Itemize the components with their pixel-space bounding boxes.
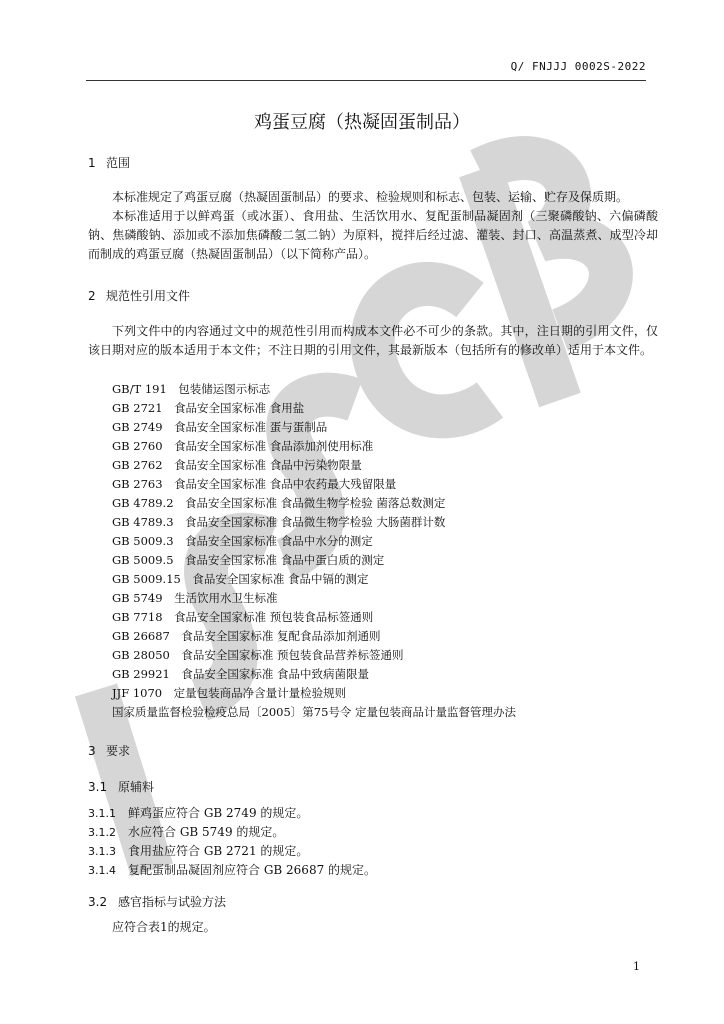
reference-code: JJF 1070 (112, 686, 163, 700)
reference-title: 食品安全国家标准 食品中致病菌限量 (181, 667, 370, 681)
requirement-text: 鲜鸡蛋应符合 GB 2749 的规定。 (128, 806, 309, 820)
reference-item (112, 627, 516, 646)
reference-title: 食品安全国家标准 食品中农药最大残留限量 (174, 477, 397, 491)
reference-code: GB 2760 (112, 439, 163, 453)
reference-item (112, 418, 516, 437)
reference-code: GB/T 191 (112, 382, 167, 396)
reference-title: 食品安全国家标准 预包装食品标签通则 (174, 610, 374, 624)
requirement-text: 复配蛋制品凝固剂应符合 GB 26687 的规定。 (128, 863, 377, 877)
reference-title: 食品安全国家标准 蛋与蛋制品 (174, 420, 328, 434)
reference-item (112, 608, 516, 627)
reference-title: 食品安全国家标准 食品中水分的测定 (185, 534, 373, 548)
reference-code: GB 4789.3 (112, 515, 174, 529)
reference-code: GB 5009.3 (112, 534, 174, 548)
reference-item (112, 570, 516, 589)
reference-title: 食品安全国家标准 食品中污染物限量 (174, 458, 362, 472)
reference-item (112, 437, 516, 456)
reference-title: 食品安全国家标准 食品中镉的测定 (192, 572, 369, 586)
reference-item (112, 684, 516, 703)
reference-code: GB 5749 (112, 591, 163, 605)
reference-title: 包装储运图示标志 (178, 382, 271, 396)
reference-code: GB 29921 (112, 667, 170, 681)
reference-title: 食品安全国家标准 食品微生物学检验 大肠菌群计数 (185, 515, 446, 529)
reference-title: 生活饮用水卫生标准 (174, 591, 278, 605)
page-number: 1 (633, 960, 640, 973)
requirement-item (88, 823, 376, 842)
reference-code: GB 2721 (112, 401, 163, 415)
header-rule (86, 80, 646, 81)
document-code: Q/ FNJJJ 0002S-2022 (510, 60, 646, 73)
reference-item (112, 703, 516, 722)
section-3-2-paragraph: 应符合表1的规定。 (112, 920, 216, 934)
reference-item (112, 646, 516, 665)
reference-code: GB 2762 (112, 458, 163, 472)
reference-title: 食品安全国家标准 预包装食品营养标签通则 (181, 648, 404, 662)
section-1-heading: 1 范围 (88, 156, 131, 170)
reference-code: GB 4789.2 (112, 496, 174, 510)
reference-title: 食品安全国家标准 食用盐 (174, 401, 305, 415)
requirement-item (88, 861, 376, 880)
reference-code: GB 2763 (112, 477, 163, 491)
requirement-text: 水应符合 GB 5749 的规定。 (128, 825, 285, 839)
reference-title: 食品安全国家标准 食品微生物学检验 菌落总数测定 (185, 496, 446, 510)
reference-item (112, 665, 516, 684)
reference-title: 食品安全国家标准 食品添加剂使用标准 (174, 439, 374, 453)
reference-code: GB 5009.15 (112, 572, 181, 586)
section-3-heading: 3 要求 (88, 744, 131, 758)
reference-item (112, 494, 516, 513)
reference-code: GB 26687 (112, 629, 170, 643)
section-3-2-heading: 3.2 感官指标与试验方法 (88, 895, 227, 909)
section-2-paragraph: 下列文件中的内容通过文中的规范性引用而构成本文件必不可少的条款。其中，注日期的引用文件，仅该日期对应的版本适用于本文件；不注日期的引用文件，其最新版本（包括所有的修改单）适用于本文件。 (88, 324, 658, 357)
requirement-item (88, 804, 376, 823)
section-1-paragraph-2: 本标准适用于以鲜鸡蛋（或冰蛋）、食用盐、生活饮用水、复配蛋制品凝固剂（三聚磷酸钠、六偏磷酸钠、焦磷酸钠、添加或不添加焦磷酸二氢二钠）为原料，搅拌后经过滤、灌装、封口、高温蒸煮、成型冷却而制成的鸡蛋豆腐（热凝固蛋制品）（以下简称产品）。 (88, 209, 658, 261)
reference-title: 食品安全国家标准 复配食品添加剂通则 (181, 629, 381, 643)
requirement-items (88, 804, 376, 880)
requirement-item (88, 842, 376, 861)
reference-item (112, 380, 516, 399)
reference-item (112, 456, 516, 475)
reference-code: GB 7718 (112, 610, 163, 624)
reference-title: 国家质量监督检验检疫总局〔2005〕第75号令 定量包装商品计量监督管理办法 (112, 705, 517, 719)
normative-references-list (112, 380, 516, 722)
section-2-heading: 2 规范性引用文件 (88, 289, 191, 303)
reference-code: GB 5009.5 (112, 553, 174, 567)
reference-item (112, 532, 516, 551)
reference-item (112, 551, 516, 570)
reference-title: 定量包装商品净含量计量检验规则 (173, 686, 347, 700)
reference-item (112, 513, 516, 532)
requirement-number: 3.1.2 (88, 826, 116, 839)
reference-code: GB 2749 (112, 420, 163, 434)
requirement-text: 食用盐应符合 GB 2721 的规定。 (128, 844, 309, 858)
document-title: 鸡蛋豆腐（热凝固蛋制品） (254, 112, 470, 133)
reference-item (112, 589, 516, 608)
requirement-number: 3.1.4 (88, 864, 116, 877)
requirement-number: 3.1.3 (88, 845, 116, 858)
reference-title: 食品安全国家标准 食品中蛋白质的测定 (185, 553, 385, 567)
section-1-paragraph-1: 本标准规定了鸡蛋豆腐（热凝固蛋制品）的要求、检验规则和标志、包装、运输、贮存及保质期。 (112, 190, 629, 204)
reference-item (112, 475, 516, 494)
requirement-number: 3.1.1 (88, 807, 116, 820)
section-3-1-heading: 3.1 原辅料 (88, 780, 155, 794)
reference-code: GB 28050 (112, 648, 170, 662)
reference-item (112, 399, 516, 418)
